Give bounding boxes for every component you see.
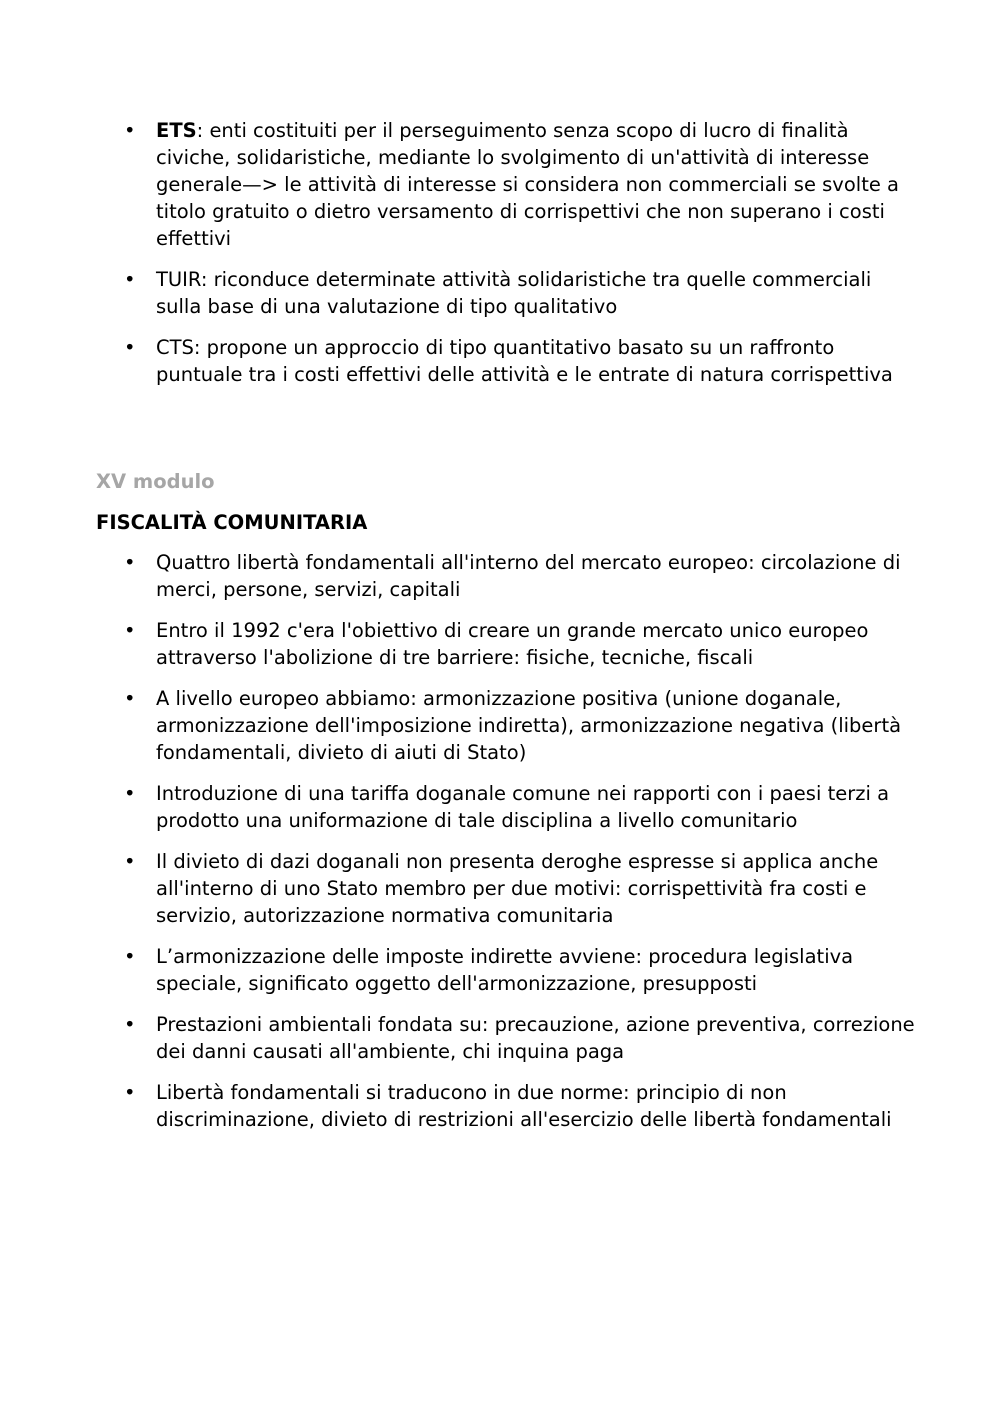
list-item-text: Introduzione di una tariffa doganale comune nei rapporti con i paesi terzi a prodotto una uniformazione di tale disciplina a livello comunitario [156,782,890,832]
term-ets: ETS [156,119,197,142]
list-item-text: Prestazioni ambientali fondata su: precauzione, azione preventiva, correzione dei danni causati all'ambiente, chi inquina paga [156,1013,915,1063]
list-item [124,848,916,929]
intro-bullet-list [124,117,916,402]
list-item-text: Libertà fondamentali si traducono in due norme: principio di non discriminazione, divieto di restrizioni all'esercizio delle libertà fondamentali [156,1081,892,1131]
bullet-icon: • [124,551,136,574]
bullet-icon: • [124,1013,136,1036]
bullet-icon: • [124,687,136,710]
list-item [124,1079,916,1133]
list-item-ets [124,117,916,252]
bullet-icon: • [124,119,136,142]
bullet-icon: • [124,782,136,805]
list-item [124,1011,916,1065]
bullet-icon: • [124,268,136,291]
list-item-text: L’armonizzazione delle imposte indirette avviene: procedura legislativa speciale, significato oggetto dell'armonizzazione, presupposti [156,945,854,995]
list-item [124,549,916,603]
list-item [124,780,916,834]
section-title: FISCALITÀ COMUNITARIA [96,511,368,534]
bullet-icon: • [124,945,136,968]
list-item-tuir [124,266,916,320]
list-item-text: Entro il 1992 c'era l'obiettivo di creare un grande mercato unico europeo attraverso l'abolizione di tre barriere: fisiche, tecniche, fiscali [156,619,869,669]
bullet-icon: • [124,336,136,359]
section-bullet-list [124,549,916,1147]
list-item-text: TUIR: riconduce determinate attività solidaristiche tra quelle commerciali sulla base di una valutazione di tipo qualitativo [156,268,872,318]
bullet-icon: • [124,619,136,642]
list-item [124,685,916,766]
bullet-icon: • [124,1081,136,1104]
list-item-text: : enti costituiti per il perseguimento senza scopo di lucro di finalità civiche, solidaristiche, mediante lo svolgimento di un'attività di interesse generale—> le attività di interesse si considera non commerciali se svolte a titolo gratuito o dietro versamento di corrispettivi che non superano i costi effettivi [156,119,899,250]
list-item-cts [124,334,916,388]
module-label: XV modulo [96,470,215,493]
list-item-text: Il divieto di dazi doganali non presenta deroghe espresse si applica anche all'interno di uno Stato membro per due motivi: corrispettività fra costi e servizio, autorizzazione normativa comunitaria [156,850,879,927]
bullet-icon: • [124,850,136,873]
list-item-text: CTS: propone un approccio di tipo quantitativo basato su un raffronto puntuale tra i costi effettivi delle attività e le entrate di natura corrispettiva [156,336,893,386]
list-item-text: Quattro libertà fondamentali all'interno del mercato europeo: circolazione di merci, persone, servizi, capitali [156,551,901,601]
list-item-text: A livello europeo abbiamo: armonizzazione positiva (unione doganale, armonizzazione dell'imposizione indiretta), armonizzazione negativa (libertà fondamentali, divieto di aiuti di Stato) [156,687,902,764]
list-item [124,617,916,671]
list-item [124,943,916,997]
